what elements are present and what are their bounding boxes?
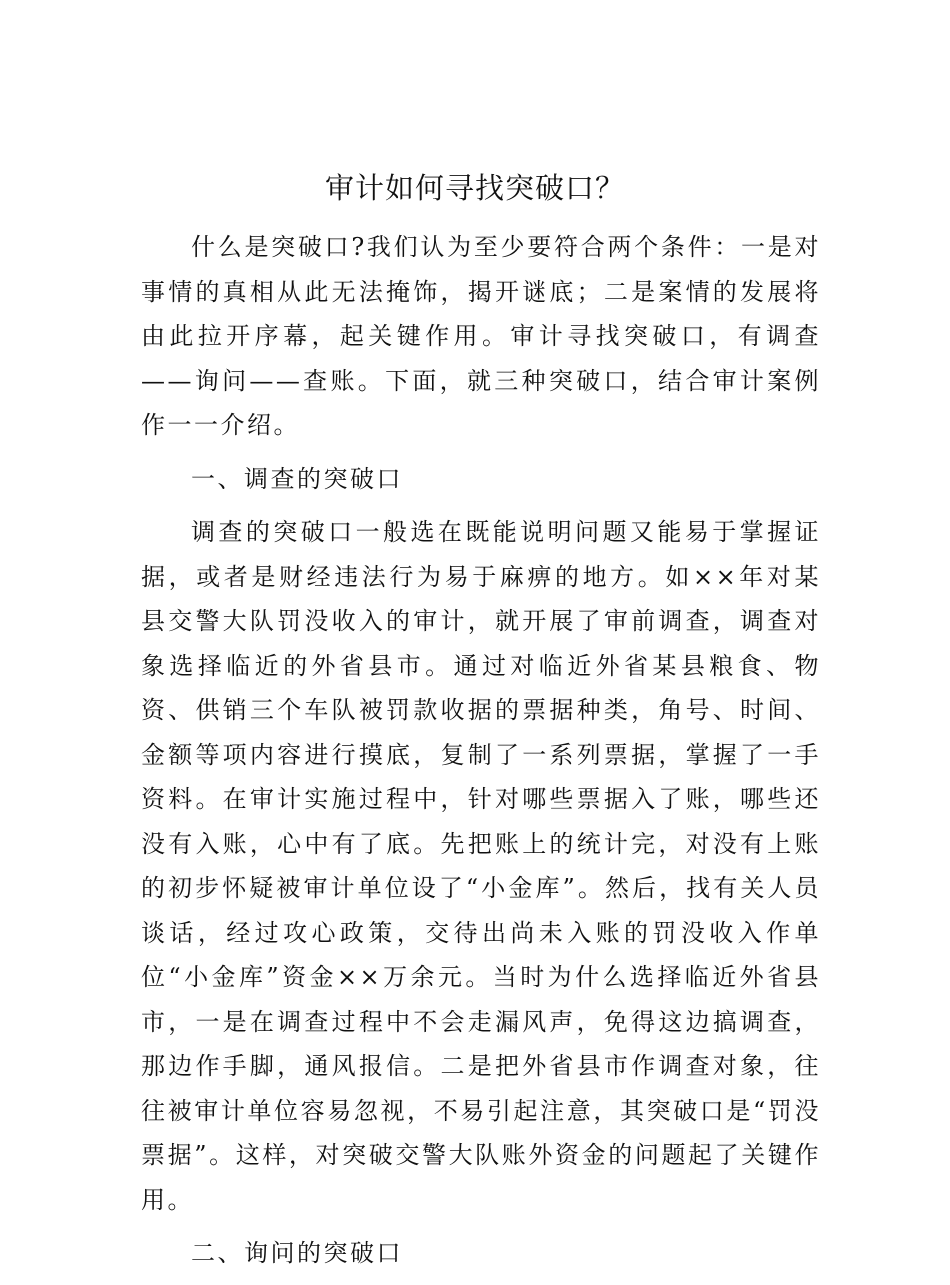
section-heading-investigation: 一、调查的突破口 [191,464,403,493]
intro-paragraph: 什么是突破口?我们认为至少要符合两个条件：一是对事情的真相从此无法掩饰，揭开谜底；二是案情的发展将由此拉开序幕，起关键作用。审计寻找突破口，有调查——询问——查账。下面，就三种突破口，结合审计案例作一一介绍。 [141,233,821,439]
document-title: 审计如何寻找突破口？ [324,171,625,205]
section-paragraph-investigation: 调查的突破口一般选在既能说明问题又能易于掌握证据，或者是财经违法行为易于麻痹的地方。如××年对某县交警大队罚没收入的审计，就开展了审前调查，调查对象选择临近的外省县市。通过对临近外省某县粮食、物资、供销三个车队被罚款收据的票据种类，角号、时间、金额等项内容进行摸底，复制了一系列票据，掌握了一手资料。在审计实施过程中，针对哪些票据入了账，哪些还没有入账，心中有了底。先把账上的统计完，对没有上账的初步怀疑被审计单位设了“小金库”。然后，找有关人员谈话，经过攻心政策，交待出尚未入账的罚没收入作单位“小金库”资金××万余元。当时为什么选择临近外省县市，一是在调查过程中不会走漏风声，免得这边搞调查，那边作手脚，通风报信。二是把外省县市作调查对象，往往被审计单位容易忽视，不易引起注意，其突破口是“罚没票据”。这样，对突破交警大队账外资金的问题起了关键作用。 [141,518,821,1214]
section-heading-inquiry: 二、询问的突破口 [191,1239,403,1267]
document-body [141,225,821,1285]
